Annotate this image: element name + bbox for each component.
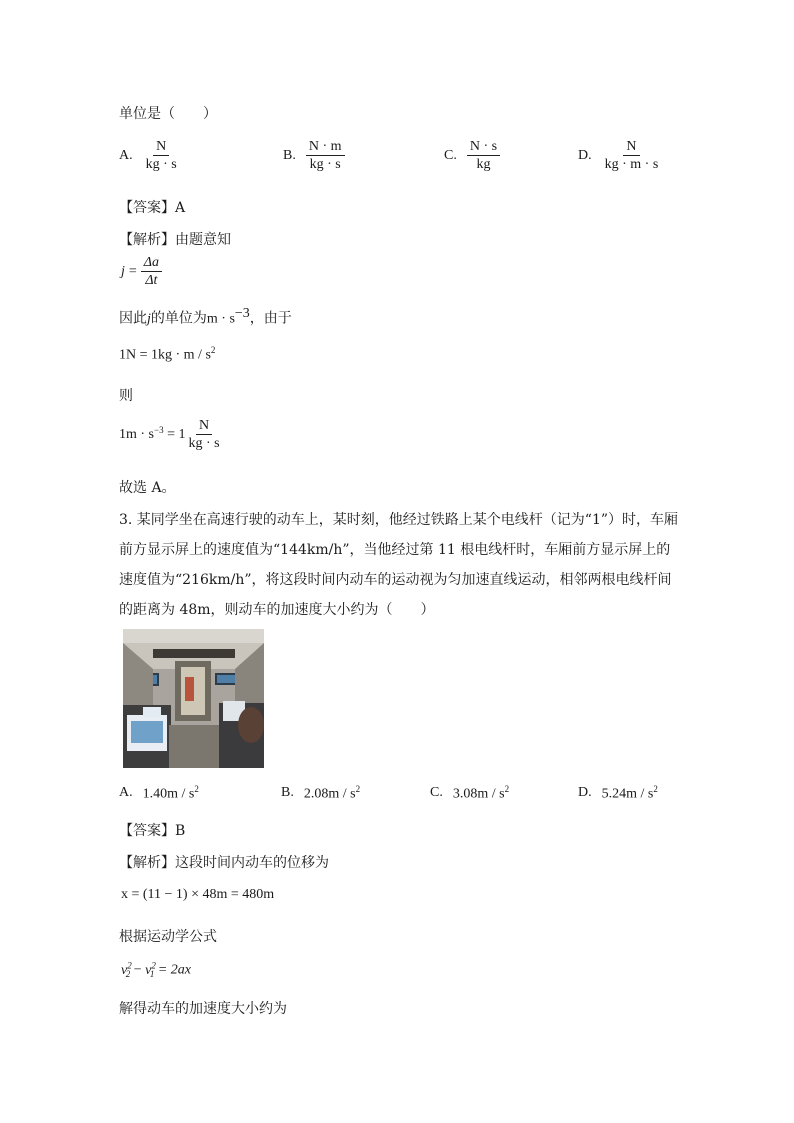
q3-answer-line	[119, 820, 185, 840]
fraction-denominator: kg	[476, 157, 491, 172]
option-a	[119, 138, 180, 173]
question-stem-tail: 单位是（ ）	[119, 106, 217, 122]
q3-option-c	[430, 784, 509, 803]
option-label: C.	[430, 785, 443, 801]
option-label: D.	[578, 785, 592, 801]
option-value-text: 3.08m / s	[452, 786, 505, 802]
analysis-tag: 【解析】	[119, 232, 175, 248]
q3-option-b	[281, 784, 360, 803]
eq-fraction	[185, 417, 222, 452]
then-text: 则	[119, 388, 133, 404]
eq-lhs: 1m · s	[119, 426, 154, 442]
analysis-intro: 由题意知	[175, 232, 231, 248]
velocity-initial: $v^2_1$	[145, 960, 156, 980]
unit-text: ，由于	[249, 310, 292, 327]
conclusion-text: 故选 A。	[119, 480, 176, 496]
fraction-numerator: N · s	[467, 138, 500, 156]
answer-tag: 【答案】	[119, 200, 175, 216]
unit-exponent: −3	[234, 306, 250, 321]
option-value	[143, 784, 199, 803]
option-label: C.	[444, 147, 457, 163]
q3-option-d	[578, 784, 658, 803]
option-label: B.	[281, 785, 294, 801]
unit-text: 因此	[119, 310, 147, 327]
eq-body: 1N = 1kg · m / s	[119, 347, 211, 363]
fraction-denominator: kg · s	[145, 157, 177, 172]
v-symbol: v	[121, 962, 128, 978]
option-value	[453, 784, 509, 803]
analysis-tag: 【解析】	[119, 855, 175, 871]
fraction-denominator: Δt	[145, 273, 158, 288]
option-b	[283, 138, 345, 173]
analysis-intro: 这段时间内动车的位移为	[175, 855, 329, 871]
fraction-denominator: kg · m · s	[604, 157, 659, 172]
eq-rhs: = 2ax	[154, 962, 192, 978]
option-label: A.	[119, 147, 133, 163]
option-exponent: 2	[194, 784, 199, 794]
fraction-numerator: N	[196, 417, 212, 435]
q3-equation-kinematics	[121, 960, 191, 979]
q3-option-a	[119, 784, 199, 803]
option-label: D.	[578, 147, 592, 163]
option-fraction	[467, 138, 500, 173]
q3-analysis-line	[119, 852, 329, 872]
eq-mid: = 1	[163, 426, 186, 442]
equation-jerk: j = $\frac{\Delta a}{\Delta t}$	[121, 254, 162, 289]
option-exponent: 2	[504, 784, 510, 794]
q3-solve-text: 解得动车的加速度大小约为	[119, 1001, 287, 1017]
eq-fraction	[141, 254, 162, 289]
fraction-numerator: N · m	[306, 138, 345, 156]
eq-exponent: −3	[154, 425, 164, 435]
option-label: B.	[283, 147, 296, 163]
option-c	[444, 138, 500, 173]
q3-kinematics-text: 根据运动学公式	[119, 929, 217, 945]
analysis-line	[119, 229, 231, 249]
fraction-numerator: N	[153, 138, 169, 156]
unit-var: j	[147, 311, 151, 327]
answer-value: A	[175, 200, 186, 216]
train-interior-photo	[123, 629, 264, 768]
option-exponent: 2	[355, 784, 361, 794]
eq-operator: −	[130, 962, 146, 978]
option-value	[602, 784, 658, 803]
unit-text: 的单位为	[150, 310, 207, 327]
fraction-denominator: kg · s	[188, 436, 220, 451]
option-value-text: 1.40m / s	[142, 786, 195, 802]
fraction-numerator: N	[623, 138, 639, 156]
equation-conversion	[119, 417, 223, 452]
option-d	[578, 138, 661, 173]
answer-tag: 【答案】	[119, 823, 175, 839]
option-value	[304, 784, 360, 803]
fraction-denominator: kg · s	[309, 157, 341, 172]
eq-lhs: j	[121, 263, 125, 279]
answer-value: B	[175, 823, 186, 839]
option-value-text: 2.08m / s	[303, 786, 356, 802]
answer-line	[119, 197, 185, 217]
unit-value: m · s	[206, 311, 235, 327]
velocity-final: $v^2_2$	[121, 960, 132, 980]
equation-newton	[119, 345, 215, 364]
option-value-text: 5.24m / s	[601, 786, 654, 802]
option-fraction	[143, 138, 180, 173]
q3-equation-displacement: x = (11 − 1) × 48m = 480m	[121, 887, 275, 902]
fraction-numerator: Δa	[141, 254, 162, 272]
option-label: A.	[119, 785, 133, 801]
train-interior-image	[123, 629, 264, 768]
unit-statement	[119, 306, 292, 328]
eq-exponent: 2	[210, 345, 216, 355]
question-3-stem: 3. 某同学坐在高速行驶的动车上，某时刻，他经过铁路上某个电线杆（记为“1”）时，车厢前方显示屏上的速度值为“144km/h”，当他经过第 11 根电线杆时，车厢前方显示屏上的速度值为“216km/h”，将这段时间内动车的运动视为匀加速直线运动，相邻两根电线杆间的距离为 48m，则动车的加速度大小约为（ ）	[119, 512, 679, 618]
option-exponent: 2	[653, 784, 658, 794]
option-fraction	[602, 138, 662, 173]
option-fraction	[306, 138, 345, 173]
v-symbol: v	[145, 962, 152, 978]
